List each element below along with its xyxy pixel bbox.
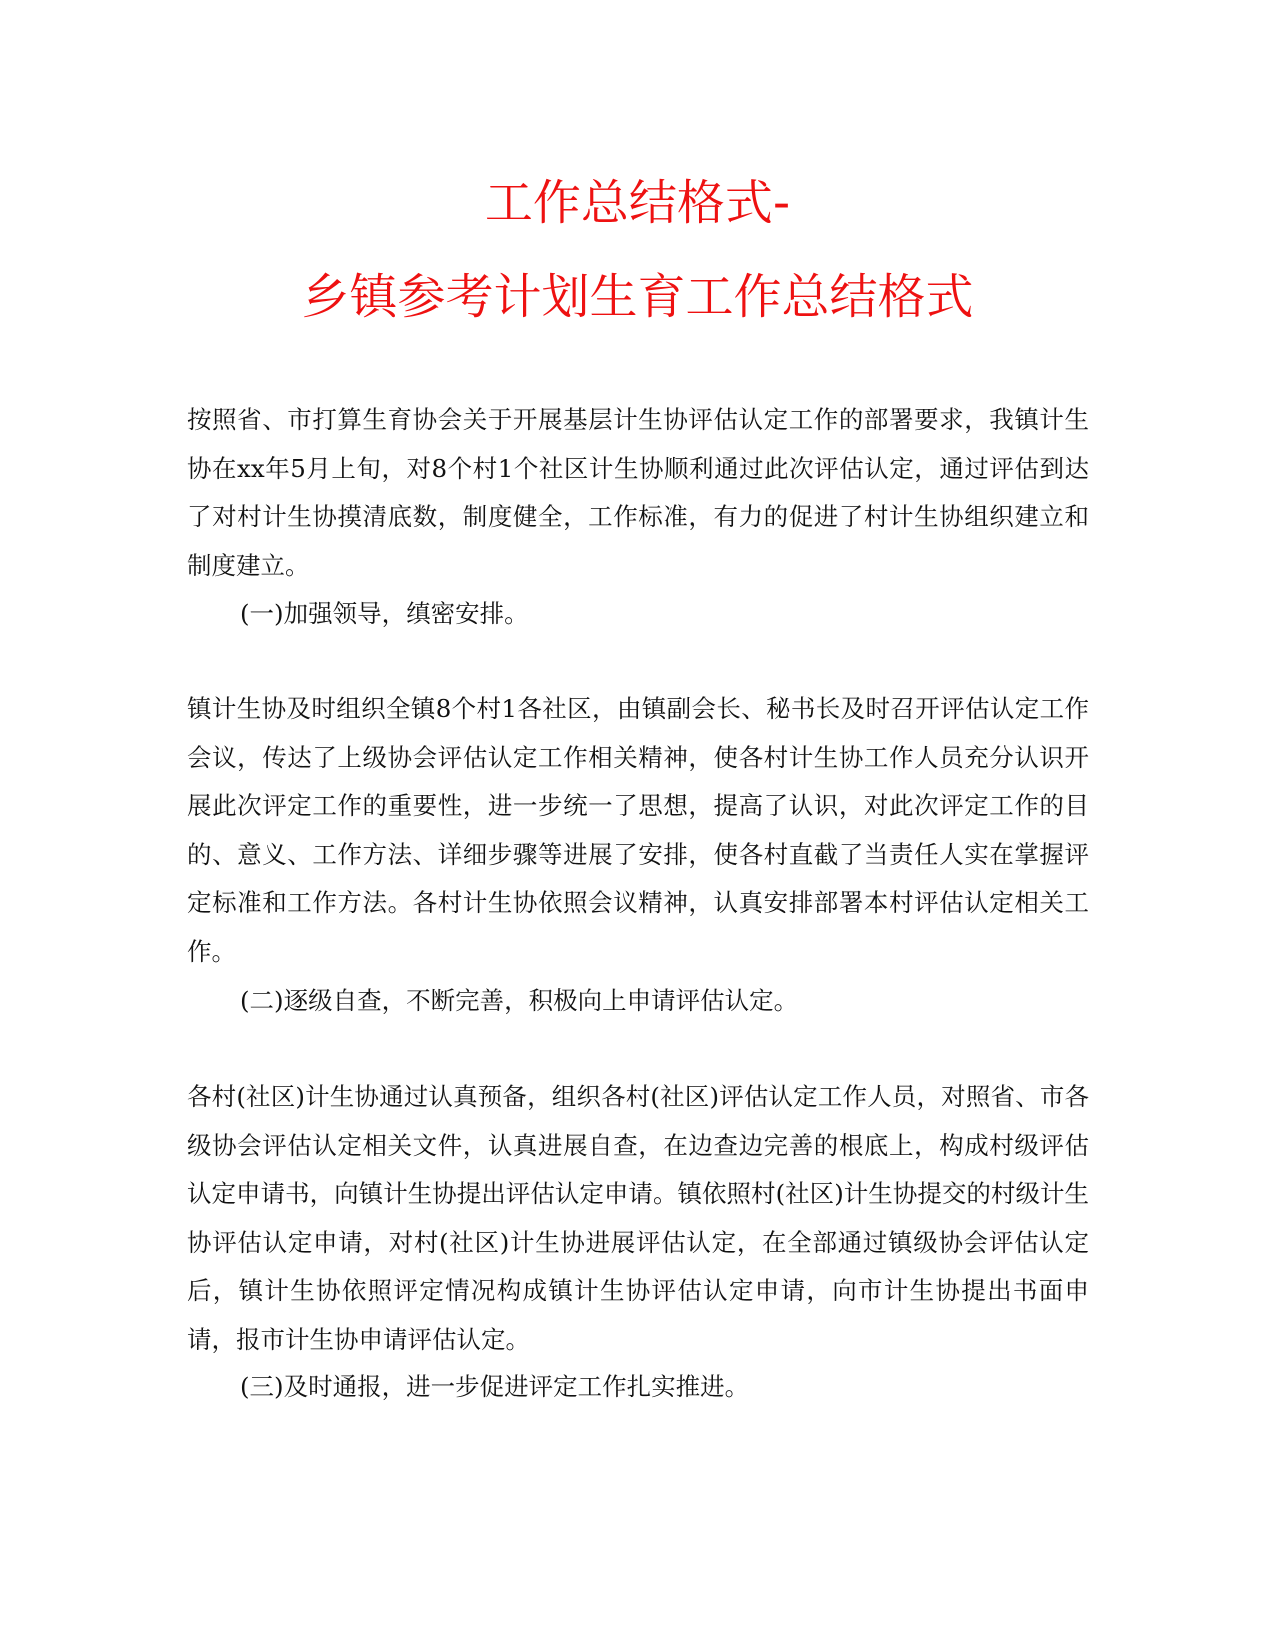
subheading-1: (一)加强领导，缜密安排。 [240, 599, 529, 628]
document-title-line-1: 工作总结格式- [484, 175, 791, 231]
document-title-line-2: 乡镇参考计划生育工作总结格式 [301, 269, 974, 325]
subheading-2: (二)逐级自查，不断完善，积极向上申请评估认定。 [240, 986, 799, 1015]
paragraph-3: 各村(社区)计生协通过认真预备，组织各村(社区)评估认定工作人员，对照省、市各级协会评估认定相关文件，认真进展自查，在边查边完善的根底上，构成村级评估认定申请书，向镇计生协提出评估认定申请。镇依照村(社区)计生协提交的村级计生协评估认定申请，对村(社区)计生协进展评估认定，在全部通过镇级协会评估认定后，镇计生协依照评定情况构成镇计生协评估认定申请，向市计生协提出书面申请，报市计生协申请评估认定。 [187, 1082, 1089, 1354]
paragraph-intro: 按照省、市打算生育协会关于开展基层计生协评估认定工作的部署要求，我镇计生协在xx年5月上旬，对8个村1个社区计生协顺利通过此次评估认定，通过评估到达了对村计生协摸清底数，制度健全，工作标准，有力的促进了村计生协组织建立和制度建立。 [187, 405, 1089, 580]
subheading-3: (三)及时通报，进一步促进评定工作扎实推进。 [240, 1372, 750, 1401]
paragraph-2: 镇计生协及时组织全镇8个村1各社区，由镇副会长、秘书长及时召开评估认定工作会议，传达了上级协会评估认定工作相关精神，使各村计生协工作人员充分认识开展此次评定工作的重要性，进一步统一了思想，提高了认识，对此次评定工作的目的、意义、工作方法、详细步骤等进展了安排，使各村直截了当责任人实在掌握评定标准和工作方法。各村计生协依照会议精神，认真安排部署本村评估认定相关工作。 [187, 694, 1089, 966]
